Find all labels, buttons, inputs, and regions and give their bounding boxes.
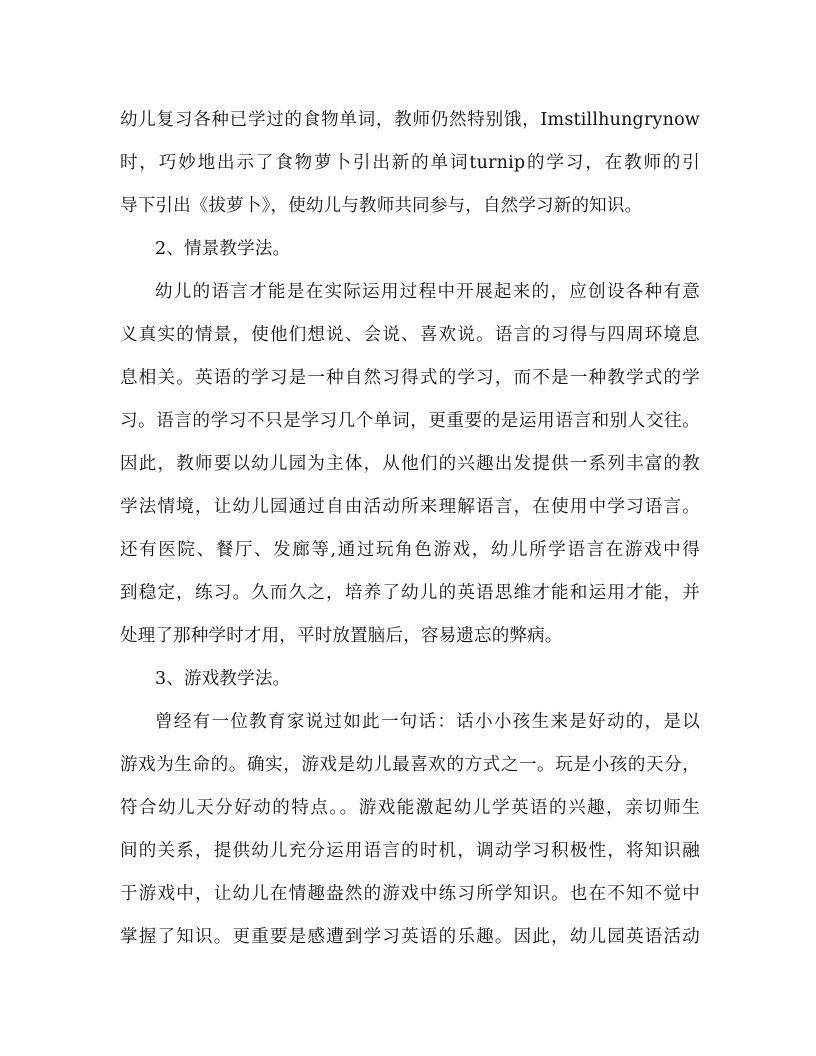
paragraph-line: 息相关。英语的学习是一种自然习得式的学习，而不是一种教学式的学	[120, 368, 700, 388]
paragraph-line: 符合幼儿天分好动的特点。。游戏能激起幼儿学英语的兴趣，亲切师生	[120, 798, 700, 818]
paragraph-line: 到稳定，练习。久而久之，培养了幼儿的英语思维才能和运用才能，并	[120, 583, 700, 603]
section-heading: 3、游戏教学法。	[155, 669, 291, 689]
section-heading: 2、情景教学法。	[155, 239, 291, 259]
paragraph-line: 还有医院、餐厅、发廊等,通过玩角色游戏，幼儿所学语言在游戏中得	[120, 540, 700, 560]
paragraph-line: 习。语言的学习不只是学习几个单词，更重要的是运用语言和别人交往。	[120, 411, 700, 431]
paragraph-line: 于游戏中，让幼儿在情趣盎然的游戏中练习所学知识。也在不知不觉中	[120, 884, 700, 904]
paragraph-line: 因此，教师要以幼儿园为主体，从他们的兴趣出发提供一系列丰富的教	[120, 454, 700, 474]
paragraph-line: 掌握了知识。更重要是感遭到学习英语的乐趣。因此，幼儿园英语活动	[120, 927, 700, 947]
paragraph-line: 游戏为生命的。确实，游戏是幼儿最喜欢的方式之一。玩是小孩的天分，	[120, 755, 700, 775]
paragraph-line: 义真实的情景，使他们想说、会说、喜欢说。语言的习得与四周环境息	[120, 325, 700, 345]
paragraph-line: 幼儿的语言才能是在实际运用过程中开展起来的，应创设各种有意	[155, 282, 700, 302]
paragraph-line: 幼儿复习各种已学过的食物单词，教师仍然特别饿，Imstillhungrynow	[120, 110, 700, 130]
paragraph-line: 曾经有一位教育家说过如此一句话：话小小孩生来是好动的，是以	[155, 712, 700, 732]
paragraph-line: 间的关系，提供幼儿充分运用语言的时机，调动学习积极性，将知识融	[120, 841, 700, 861]
paragraph-line: 时，巧妙地出示了食物萝卜引出新的单词turnip的学习，在教师的引	[120, 153, 700, 173]
paragraph-line: 导下引出《拔萝卜》，使幼儿与教师共同参与，自然学习新的知识。	[120, 196, 643, 216]
paragraph-line: 学法情境，让幼儿园通过自由活动所来理解语言，在使用中学习语言。	[120, 497, 700, 517]
paragraph-line: 处理了那种学时才用，平时放置脑后，容易遗忘的弊病。	[120, 626, 563, 646]
